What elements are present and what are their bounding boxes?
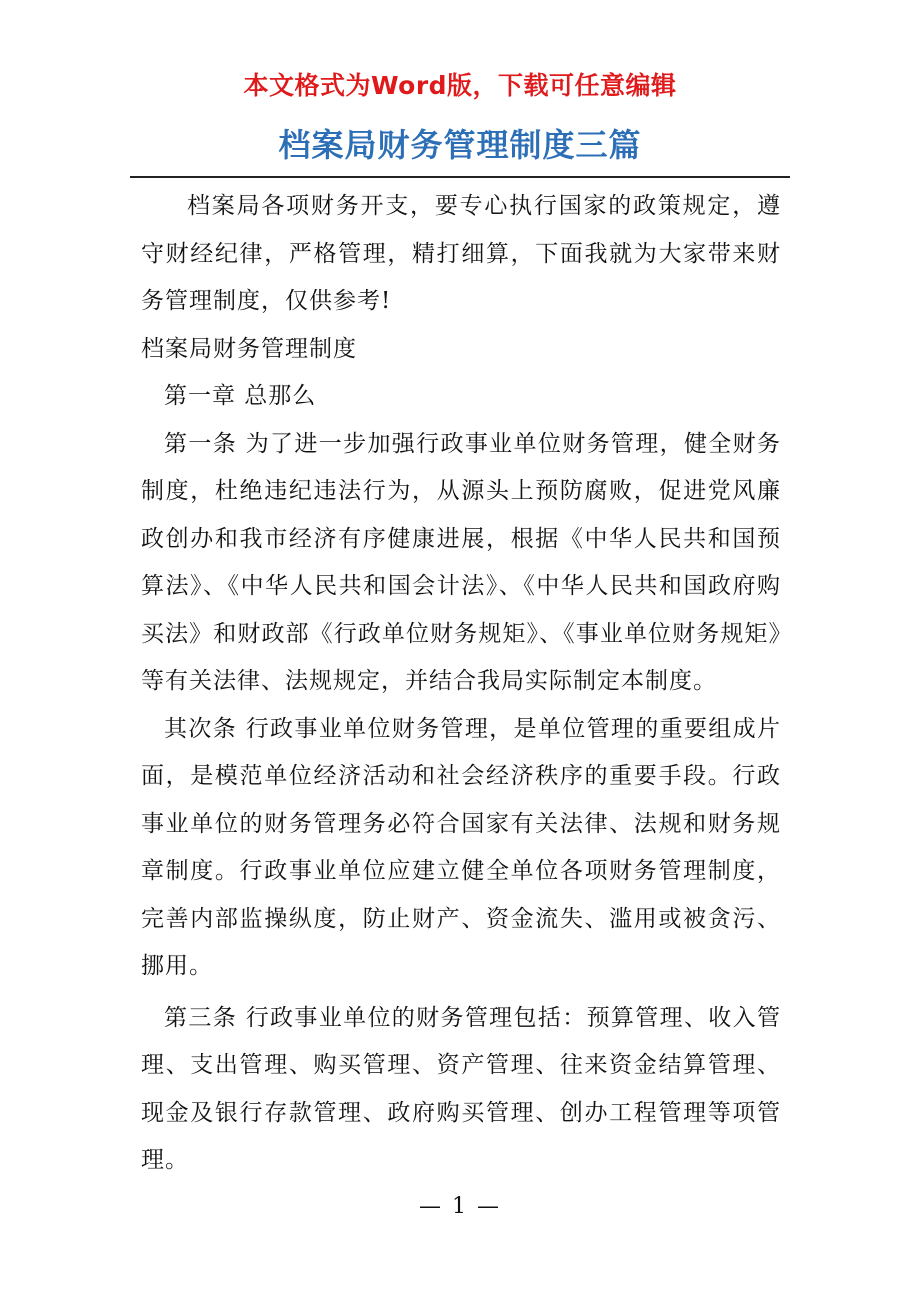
format-banner: 本文格式为Word版，下载可任意编辑 (243, 71, 677, 100)
article-2-paragraph: 其次条 行政事业单位财务管理，是单位管理的重要组成片面，是模范单位经济活动和社会经济秩序的重要手段。行政事业单位的财务管理务必符合国家有关法律、法规和财务规章制度。行政事业单位应建立健全单位各项财务管理制度，完善内部监操纵度，防止财产、资金流失、滥用或被贪污、挪用。 (141, 715, 781, 979)
page-number: — 1 — (419, 1194, 501, 1219)
section-heading: 档案局财务管理制度 (141, 335, 357, 362)
article-3-paragraph: 第三条 行政事业单位的财务管理包括：预算管理、收入管理、支出管理、购买管理、资产管理、往来资金结算管理、现金及银行存款管理、政府购买管理、创办工程管理等项管理。 (141, 1004, 781, 1173)
article-1-paragraph: 第一条 为了进一步加强行政事业单位财务管理，健全财务制度，杜绝违纪违法行为，从源头上预防腐败，促进党风廉政创办和我市经济有序健康进展，根据《中华人民共和国预算法》、《中华人民共和国会计法》、《中华人民共和国政府购买法》和财政部《行政单位财务规矩》、《事业单位财务规矩》等有关法律、法规规定，并结合我局实际制定本制度。 (141, 430, 781, 694)
chapter-heading: 第一章 总那么 (164, 383, 317, 409)
title-divider (130, 176, 790, 178)
document-title: 档案局财务管理制度三篇 (278, 126, 642, 164)
document-body (141, 183, 781, 1185)
intro-paragraph: 档案局各项财务开支，要专心执行国家的政策规定，遵守财经纪律，严格管理，精打细算，下面我就为大家带来财务管理制度，仅供参考! (141, 193, 781, 314)
